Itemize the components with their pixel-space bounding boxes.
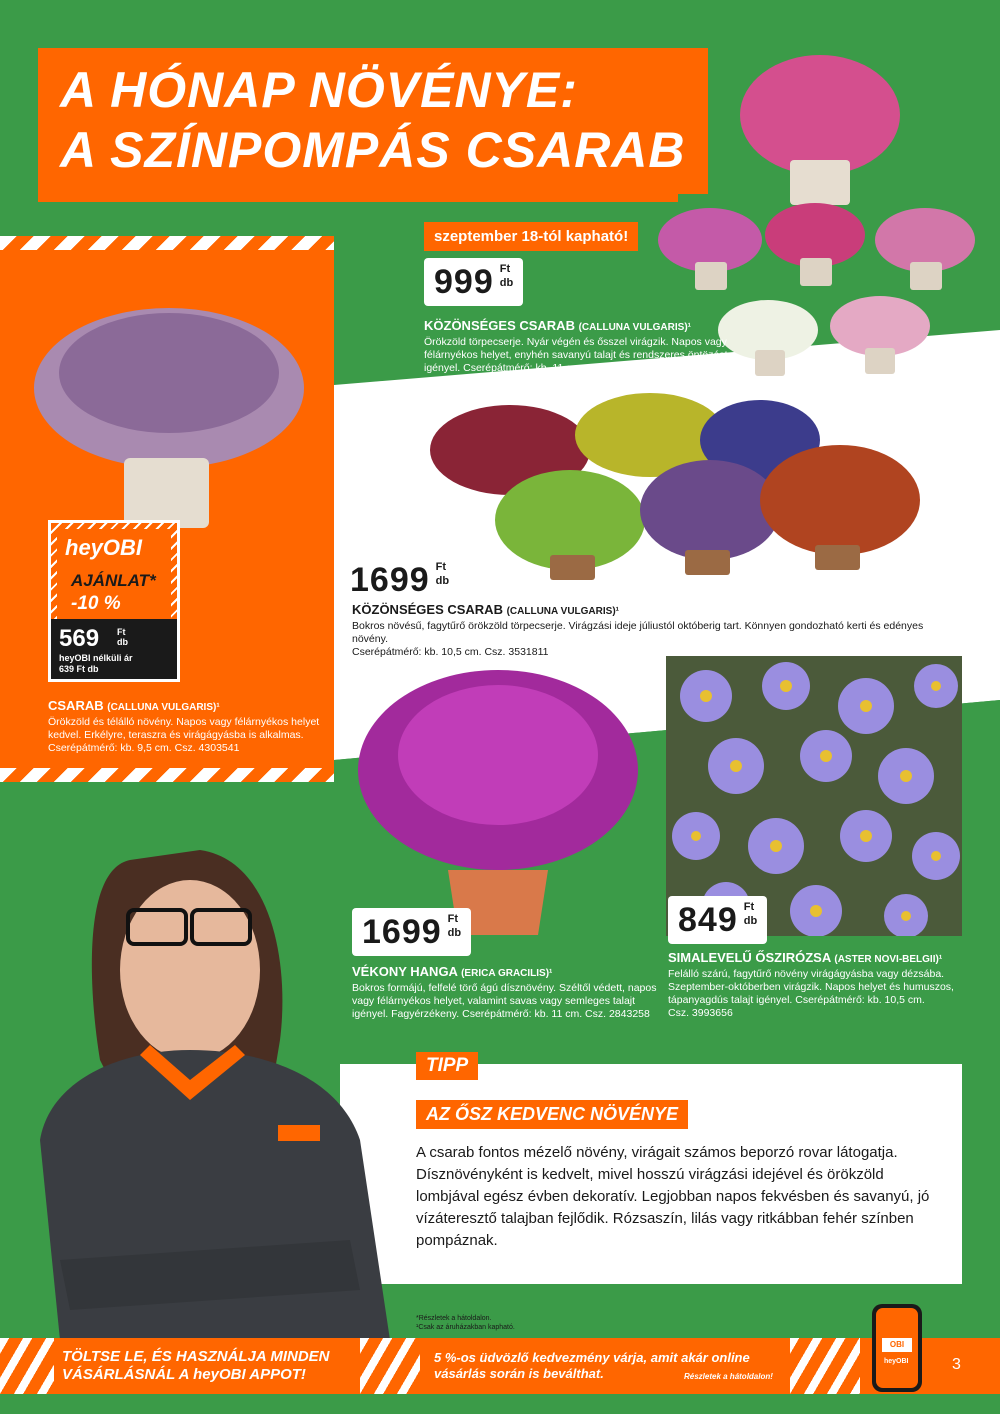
footnote: *Részletek a hátoldalon.: [416, 1315, 492, 1322]
product-desc-line: igényel. Fagyérzékeny. Cserépátmérő: kb. 11 cm. Csz. 2843258: [352, 1008, 650, 1020]
heyobi-label: heyOBI: [884, 1358, 909, 1365]
price-value: 999: [434, 263, 494, 301]
product-info-1: [424, 318, 734, 375]
footer-details: Részletek a hátoldalon!: [684, 1372, 773, 1381]
page-title: [38, 48, 708, 194]
heather-offer-image: [24, 288, 314, 538]
product-name: CSARAB: [48, 698, 104, 713]
phone-app-icon: [872, 1304, 922, 1392]
price-currency: Ft: [743, 901, 755, 913]
offer-product-info: [48, 698, 328, 755]
footnote: ¹Csak az áruházakban kapható.: [416, 1324, 515, 1331]
employee-photo: [20, 840, 400, 1340]
product-latin: (ERICA GRACILIS)¹: [461, 968, 553, 979]
obi-logo: OBI: [882, 1338, 912, 1352]
product-desc-line: Csz. 3993656: [668, 1007, 733, 1019]
price-tag-2: [340, 556, 459, 604]
product-desc-line: Örökzöld és télálló növény. Napos vagy félárnyékos helyet: [48, 716, 320, 728]
footer-line: 5 %-os üdvözlő kedvezmény várja, amit akár online: [434, 1350, 750, 1365]
product-desc-line: Bokros formájú, felfelé törő ágú dísznövény. Széltől védett, napos: [352, 982, 657, 994]
footer-app-cta: [62, 1348, 330, 1384]
badge-title: heyOBI: [65, 535, 143, 560]
footer-line: VÁSÁRLÁSNÁL A heyOBI APPOT!: [62, 1366, 306, 1383]
regular-price-label: heyOBI nélküli ár: [59, 653, 133, 663]
price-unit: db: [743, 915, 758, 927]
offer-currency: Ft: [117, 627, 126, 637]
stripe-top: [0, 236, 334, 250]
price-unit: db: [435, 575, 450, 587]
product-desc-line: tápanyagdús talajt igényel. Cserépátmérő: kb. 10,5 cm.: [668, 994, 925, 1006]
offer-unit: db: [117, 637, 128, 647]
footnotes: [416, 1314, 515, 1332]
product-latin: (ASTER NOVI-BELGII)¹: [834, 954, 943, 965]
stripe-bottom: [0, 768, 334, 782]
chevron-decor: [360, 1338, 420, 1394]
page-number: 3: [952, 1356, 961, 1373]
price-currency: Ft: [499, 263, 511, 275]
product-name: KÖZÖNSÉGES CSARAB: [352, 602, 503, 617]
product-desc-line: Bokros növésű, fagytűrő örökzöld törpecserje. Virágzási ideje júliustól októberig tart. Könnyen gondozható kerti és edényes növény.: [352, 620, 924, 645]
heyobi-badge: [48, 520, 180, 682]
product-name: KÖZÖNSÉGES CSARAB: [424, 318, 575, 333]
price-unit: db: [499, 277, 514, 289]
price-unit: db: [447, 927, 462, 939]
badge-discount: -10 %: [71, 593, 121, 614]
product-desc-line: kedvel. Erkélyre, teraszra és virágágyásba is alkalmas.: [48, 729, 304, 741]
price-currency: Ft: [435, 561, 447, 573]
tip-tag: TIPP: [416, 1052, 478, 1080]
product-desc-line: Örökzöld törpecserje. Nyár végén és ősszel virágzik. Napos vagy: [424, 336, 727, 348]
regular-price: 639 Ft db: [59, 664, 99, 674]
product-desc-line: vagy félárnyékos helyet, valamint savas vagy semleges talajt: [352, 995, 636, 1007]
price-tag-1: [424, 258, 523, 306]
aster-flower-image: [666, 656, 962, 936]
tip-heading: AZ ŐSZ KEDVENC NÖVÉNYE: [416, 1100, 688, 1129]
price-currency: Ft: [447, 913, 459, 925]
chevron-decor: [790, 1338, 860, 1394]
price-value: 1699: [350, 561, 430, 599]
product-desc-line: Szeptember-októberben virágzik. Napos helyet és humuszos,: [668, 981, 954, 993]
product-latin: (CALLUNA VULGARIS)¹: [506, 606, 619, 617]
availability-badge: szeptember 18-tól kapható!: [424, 222, 638, 251]
product-desc-line: Felálló szárú, fagytűrő növény virágágyásba vagy dézsába.: [668, 968, 945, 980]
title-line2: A SZÍNPOMPÁS CSARAB: [60, 122, 686, 178]
chevron-decor: [0, 1338, 54, 1394]
price-value: 849: [678, 901, 738, 939]
product-latin: (CALLUNA VULGARIS)¹: [107, 702, 220, 713]
product-info-4: [668, 950, 968, 1020]
product-desc-line: félárnyékos helyet, enyhén savanyú talajt és rendszeres öntözést: [424, 349, 728, 361]
product-name: VÉKONY HANGA: [352, 964, 458, 979]
title-line1: A HÓNAP NÖVÉNYE:: [60, 62, 578, 118]
product-desc-line: Cserépátmérő: kb. 10,5 cm. Csz. 3531811: [352, 646, 549, 658]
price-tag-4: [668, 896, 767, 944]
price-value: 1699: [362, 913, 442, 951]
footer-line: vásárlás során is beválthat.: [434, 1366, 604, 1381]
multicolor-heather-image: [420, 390, 940, 590]
footer-banner: [0, 1338, 1000, 1394]
product-info-2: [352, 602, 952, 659]
footer-line: TÖLTSE LE, ÉS HASZNÁLJA MINDEN: [62, 1348, 330, 1365]
badge-offer: AJÁNLAT*: [71, 571, 156, 590]
tip-text: A csarab fontos mézelő növény, virágait számos beporzó rovar látogatja. Dísznövényként is kedvelt, mivel hosszú virágzási idejével és örökzöld lombjával egész évben dekoratív. Legjobban napos fekvésben és savanyú, jó vízáteresztő talajban fejlődik. Rózsaszín, lilás vagy ritkábban fehér színben pompáznak.: [416, 1144, 930, 1249]
offer-price: 569: [59, 625, 100, 652]
product-desc-line: Cserépátmérő: kb. 9,5 cm. Csz. 4303541: [48, 742, 240, 754]
product-latin: (CALLUNA VULGARIS)¹: [578, 322, 691, 333]
product-name: SIMALEVELŰ ŐSZIRÓZSA: [668, 950, 831, 965]
product-desc-line: igényel. Cserépátmérő: kb. 11 cm. Csz. 2843670: [424, 362, 651, 374]
